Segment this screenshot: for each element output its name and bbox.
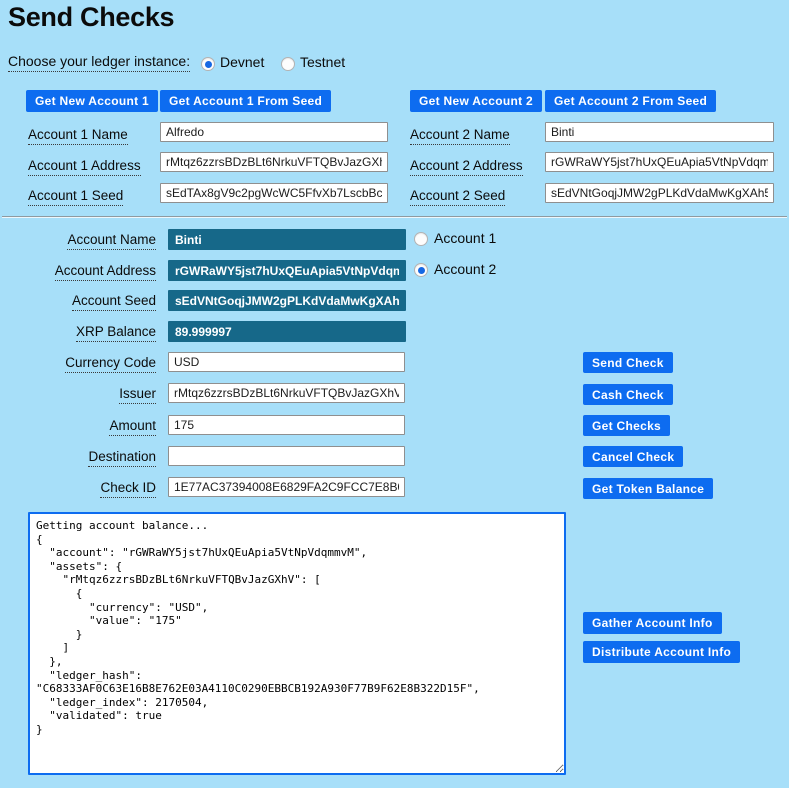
account1-name-label: Account 1 Name <box>28 127 128 145</box>
account2-seed-input[interactable] <box>545 183 774 203</box>
section-divider <box>2 216 787 218</box>
account1-address-input[interactable] <box>160 152 388 172</box>
testnet-radio-label[interactable]: Testnet <box>300 54 346 70</box>
issuer-label: Issuer <box>119 386 156 404</box>
get-new-account2-button[interactable]: Get New Account 2 <box>410 90 542 112</box>
destination-input[interactable] <box>168 446 405 466</box>
account1-address-label-wrap <box>28 157 141 176</box>
gather-account-info-button[interactable]: Gather Account Info <box>583 612 722 634</box>
account2-name-label-wrap <box>410 126 510 145</box>
account1-name-label-wrap <box>28 126 128 145</box>
get-account2-from-seed-button[interactable]: Get Account 2 From Seed <box>545 90 716 112</box>
account1-seed-label: Account 1 Seed <box>28 188 123 206</box>
get-account1-from-seed-button[interactable]: Get Account 1 From Seed <box>160 90 331 112</box>
check-id-label-wrap <box>0 479 156 498</box>
xrp-balance-field[interactable] <box>168 321 406 342</box>
account-address-label-wrap <box>0 262 156 281</box>
account-address-label: Account Address <box>55 263 156 281</box>
devnet-radio[interactable] <box>201 57 215 71</box>
currency-code-label: Currency Code <box>65 355 156 373</box>
account2-seed-label: Account 2 Seed <box>410 188 505 206</box>
account2-radio-label[interactable]: Account 2 <box>434 261 497 277</box>
results-textarea[interactable] <box>28 512 566 775</box>
amount-label-wrap <box>0 417 156 436</box>
account1-seed-label-wrap <box>28 187 123 206</box>
currency-code-label-wrap <box>0 354 156 373</box>
account2-radio[interactable] <box>414 263 428 277</box>
amount-input[interactable] <box>168 415 405 435</box>
account-name-field[interactable] <box>168 229 406 250</box>
get-new-account1-button[interactable]: Get New Account 1 <box>26 90 158 112</box>
account-seed-field[interactable] <box>168 290 406 311</box>
check-id-input[interactable] <box>168 477 405 497</box>
radio-dot <box>418 267 425 274</box>
account-seed-label: Account Seed <box>72 293 156 311</box>
ledger-instance-label-wrap <box>8 53 190 72</box>
account2-address-label: Account 2 Address <box>410 158 523 176</box>
get-token-balance-button[interactable]: Get Token Balance <box>583 478 713 499</box>
account1-name-input[interactable] <box>160 122 388 142</box>
destination-label-wrap <box>0 448 156 467</box>
get-checks-button[interactable]: Get Checks <box>583 415 670 436</box>
destination-label: Destination <box>88 449 156 467</box>
issuer-label-wrap <box>0 385 156 404</box>
account-name-label-wrap <box>0 231 156 250</box>
distribute-account-info-button[interactable]: Distribute Account Info <box>583 641 740 663</box>
account2-seed-label-wrap <box>410 187 505 206</box>
account2-address-label-wrap <box>410 157 523 176</box>
account1-radio[interactable] <box>414 232 428 246</box>
devnet-radio-label[interactable]: Devnet <box>220 54 265 70</box>
cash-check-button[interactable]: Cash Check <box>583 384 673 405</box>
check-id-label: Check ID <box>100 480 156 498</box>
account1-seed-input[interactable] <box>160 183 388 203</box>
testnet-radio[interactable] <box>281 57 295 71</box>
issuer-input[interactable] <box>168 383 405 403</box>
send-check-button[interactable]: Send Check <box>583 352 673 373</box>
cancel-check-button[interactable]: Cancel Check <box>583 446 683 467</box>
account-name-label: Account Name <box>67 232 156 250</box>
account1-radio-label[interactable]: Account 1 <box>434 230 497 246</box>
account2-name-label: Account 2 Name <box>410 127 510 145</box>
amount-label: Amount <box>109 418 156 436</box>
page-title: Send Checks <box>8 2 175 32</box>
ledger-instance-label: Choose your ledger instance: <box>8 53 190 72</box>
account1-address-label: Account 1 Address <box>28 158 141 176</box>
xrp-balance-label: XRP Balance <box>76 324 156 342</box>
account2-name-input[interactable] <box>545 122 774 142</box>
account-address-field[interactable] <box>168 260 406 281</box>
account-seed-label-wrap <box>0 292 156 311</box>
currency-code-input[interactable] <box>168 352 405 372</box>
xrp-balance-label-wrap <box>0 323 156 342</box>
radio-dot <box>205 61 212 68</box>
account2-address-input[interactable] <box>545 152 774 172</box>
